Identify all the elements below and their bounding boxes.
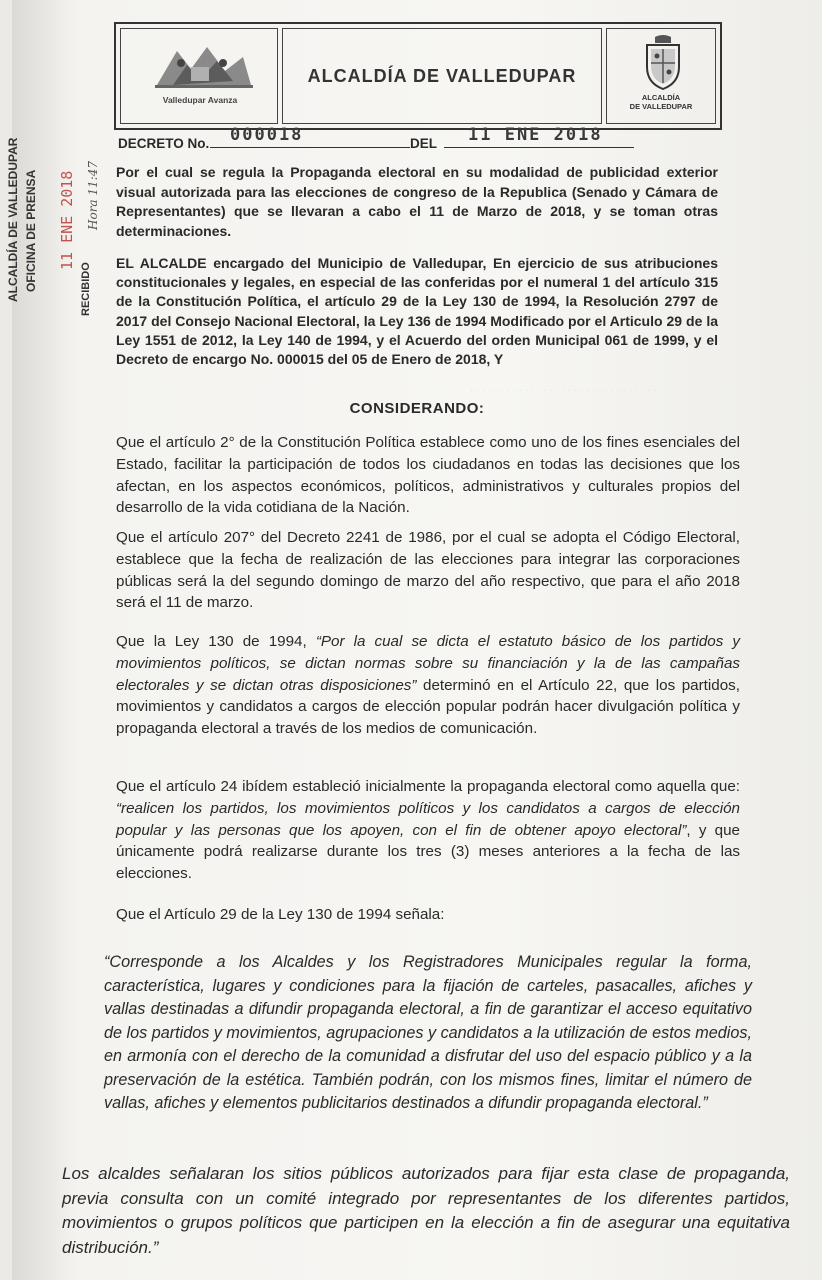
- decree-date-underline: [444, 147, 634, 148]
- whereas-paragraph-3: Que la Ley 130 de 1994, “Por la cual se dicta el estatuto básico de los partidos y movimientos políticos, se dictan normas sobre su financiación y la de las campañas electorales y se dictan otras disposiciones” determinó en el Artículo 22, que los partidos, movimientos y candidatos a cargos de elección popular podrán hacer divulgación política y propaganda electoral a través de los medios de comunicación.: [116, 633, 741, 738]
- logo-slogan: Valledupar Avanza: [162, 95, 238, 105]
- stamp-office-line1: ALCALDÍA DE VALLEDUPAR: [6, 137, 20, 302]
- letterhead-left-cell: [120, 28, 278, 124]
- decree-label: DECRETO No.: [118, 136, 210, 151]
- stamp-office-line2: OFICINA DE PRENSA: [24, 169, 38, 292]
- letterhead-right-cell: [606, 28, 716, 124]
- law-quote-paragraph: “Corresponde a los Alcaldes y los Registradores Municipales regular la forma, característica, lugares y condiciones para la fijación de carteles, pasacalles, afiches y vallas destinadas a difundir propaganda electoral, a fin de garantizar el acceso equitativo de los partidos y movimientos, agrupaciones y candidatos a la utilización de estos medios, en armonía con el derecho de la comunidad a disfrutar del uso del espacio público y a la preservación de la estética. También podrán, con los mismos fines, limitar el número de vallas, afiches y elementos publicitarios destinados a difundir propaganda electoral.”: [104, 953, 752, 1112]
- valledupar-avanza-logo: [147, 39, 257, 95]
- decree-number: 000018: [230, 125, 304, 145]
- decree-heading-paragraph: Por el cual se regula la Propaganda electoral en su modalidad de publicidad exterior visual autorizada para las elecciones de congreso de la Republica (Senado y Cámara de Representantes) que se llevaran a cabo el 11 de Marzo de 2018, y se toman otras determinaciones.: [116, 164, 718, 239]
- decree-line: [118, 125, 638, 152]
- bleed-through-text: . . . . . . . . . . . . . . . . . . . . . . . . . . . . . . .: [470, 382, 657, 394]
- decree-number-underline: [210, 147, 410, 148]
- decree-date-label: DEL: [410, 136, 437, 151]
- stamp-date: 11 ENE 2018: [58, 170, 76, 270]
- letterhead: [114, 22, 722, 130]
- whereas-paragraph-5: Que el Artículo 29 de la Ley 130 de 1994 señala:: [116, 906, 445, 923]
- authority-paragraph: EL ALCALDE encargado del Municipio de Valledupar, En ejercicio de sus atribuciones constitucionales y legales, en especial de las conferidas por el numeral 1 del artículo 315 de la Constitución Política, el artículo 29 de la Ley 130 de 1994, la Resolución 2797 de 2017 del Consejo Nacional Electoral, la Ley 136 de 1994 Modificado por el Articulo 29 de la Ley 1551 de 2012, la Ley 140 de 1994, y el Acuerdo del orden Municipal 061 de 1999, y el Decreto de encargo No. 000015 del 05 de Enero de 2018, Y: [116, 255, 718, 368]
- stamp-handwriting: Hora 11:47: [86, 161, 100, 230]
- law-quote-continuation: Los alcaldes señalaran los sitios públicos autorizados para fijar esta clase de propaganda, previa consulta con un comité integrado por representantes de los diferentes partidos, movimientos o grupos políticos que participen en la elección a fin de asegurar una equitativa distribución.”: [62, 1164, 790, 1257]
- page-title: ALCALDÍA DE VALLEDUPAR: [307, 65, 577, 86]
- municipal-crest-icon: [641, 33, 685, 91]
- stamp-received-label: RECIBIDO: [80, 262, 92, 316]
- whereas-paragraph-1: Que el artículo 2° de la Constitución Política establece como uno de los fines esenciales del Estado, facilitar la participación de todos los ciudadanos en todas las decisiones que los afectan, en los aspectos económicos, políticos, administrativos y culturales propios del desarrollo de la vida cotidiana de la Nación.: [116, 434, 740, 517]
- whereas-paragraph-2: Que el artículo 207° del Decreto 2241 de 1986, por el cual se adopta el Código Electoral, establece que la fecha de realización de las elecciones para integrar las corporaciones públicas será la del segundo domingo de marzo del año respectivo, que para el año 2018 será el 11 de marzo.: [116, 529, 740, 612]
- decree-date: 11 ENE 2018: [468, 125, 603, 145]
- letterhead-title-cell: [282, 28, 602, 124]
- whereas-paragraph-4: Que el artículo 24 ibídem estableció inicialmente la propaganda electoral como aquella que: “realicen los partidos, los movimientos políticos y los candidatos a cargos de elección popular y las personas que los apoyen, con el fin de obtener apoyo electoral”, y que únicamente podrá realizarse durante los tres (3) meses anteriores a la fecha de las elecciones.: [116, 778, 740, 883]
- considerando-heading: CONSIDERANDO:: [349, 400, 485, 417]
- crest-caption: ALCALDÍA DE VALLEDUPAR: [629, 93, 693, 111]
